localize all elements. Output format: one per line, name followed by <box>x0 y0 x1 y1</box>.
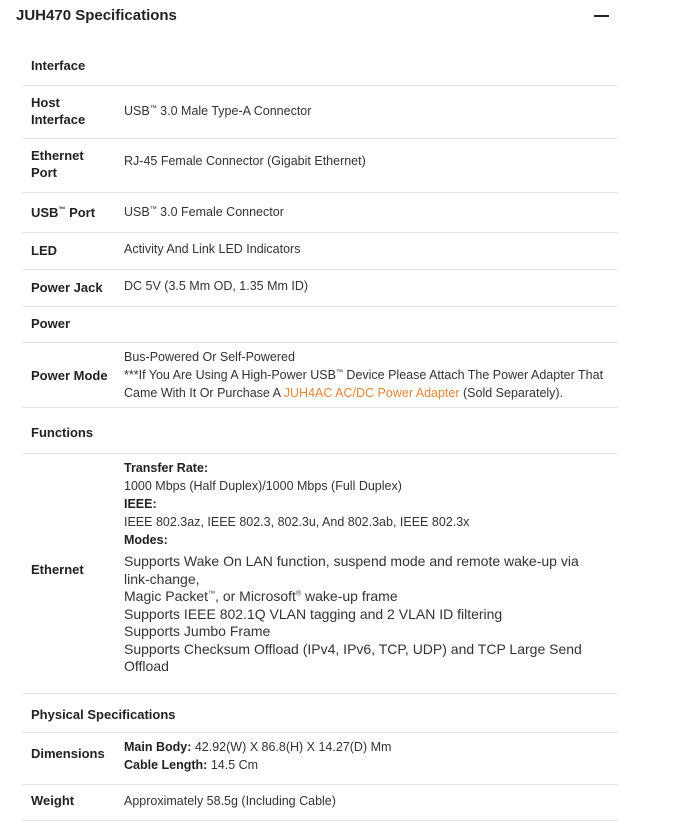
section-label: Interface <box>31 58 86 73</box>
section-interface <box>22 47 618 86</box>
spec-value: DC 5V (3.5 Mm OD, 1.35 Mm ID) <box>124 279 309 293</box>
section-physical <box>22 694 618 733</box>
spec-label: Weight <box>31 793 75 808</box>
spec-label: Power Mode <box>31 368 108 383</box>
page-title: JUH470 Specifications <box>16 7 177 24</box>
transfer-rate-label: Transfer Rate: <box>124 461 209 475</box>
spec-label: Ethernet <box>31 562 84 577</box>
spec-value: Activity And Link LED Indicators <box>124 242 301 256</box>
spec-value: USB™ 3.0 Female Connector <box>124 205 284 219</box>
modes-list: Supports Wake On LAN function, suspend mode and remote wake-up via link-change, Magic Packet™, or Microsoft® wake-up frame Supports IEEE 802.1Q VLAN tagging and 2 VLAN ID filtering Supports Jumbo Frame Supports Checksum Offload (IPv4, IPv6, TCP, UDP) and TCP Large Send Offload <box>124 553 582 674</box>
section-label: Physical Specifications <box>31 707 176 722</box>
spec-row-ethernet <box>22 454 618 694</box>
section-label: Functions <box>31 425 94 440</box>
spec-label: Power Jack <box>31 280 103 295</box>
spec-label: Dimensions <box>31 746 105 761</box>
spec-label: Host Interface <box>31 95 86 127</box>
section-functions <box>22 408 618 454</box>
spec-value: USB™ 3.0 Male Type-A Connector <box>124 104 312 118</box>
spec-value: RJ-45 Female Connector (Gigabit Ethernet) <box>124 154 366 168</box>
spec-header[interactable] <box>0 0 700 34</box>
spec-row-weight <box>22 785 618 821</box>
section-label: Power <box>31 316 71 331</box>
spec-value <box>124 459 604 676</box>
spec-row-led <box>22 233 618 270</box>
spec-value: Approximately 58.5g (Including Cable) <box>124 794 336 808</box>
spec-label: LED <box>31 243 57 258</box>
spec-row-power-mode <box>22 343 618 408</box>
spec-row-dimensions <box>22 733 618 785</box>
transfer-rate-value: 1000 Mbps (Half Duplex)/1000 Mbps (Full Duplex) <box>124 479 402 493</box>
spec-value: Bus-Powered Or Self-Powered ***If You Are Using A High-Power USB™ Device Please Attach The Power Adapter That Came With It Or Purchase A JUH4AC AC/DC Power Adapter (Sold Separately). <box>124 350 604 400</box>
ieee-value: IEEE 802.3az, IEEE 802.3, 802.3u, And 802.3ab, IEEE 802.3x <box>124 515 470 529</box>
spec-row-power-jack <box>22 270 618 307</box>
section-power <box>22 307 618 343</box>
ieee-label: IEEE: <box>124 497 157 511</box>
spec-value: Main Body: 42.92(W) X 86.8(H) X 14.27(D) Mm Cable Length: 14.5 Cm <box>124 740 392 772</box>
power-adapter-link[interactable]: JUH4AC AC/DC Power Adapter <box>283 386 460 400</box>
modes-label: Modes: <box>124 533 168 547</box>
spec-label: USB™ Port <box>31 205 96 220</box>
spec-row-host-interface <box>22 86 618 139</box>
spec-row-ethernet-port <box>22 139 618 193</box>
spec-row-usb-port <box>22 193 618 233</box>
spec-label: Ethernet Port <box>31 148 84 180</box>
collapse-icon[interactable] <box>594 15 609 17</box>
